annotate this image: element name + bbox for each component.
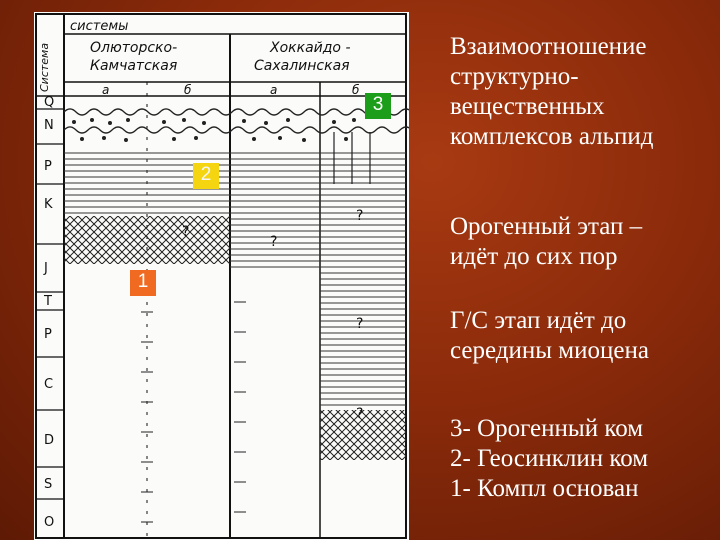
legend-line-3: 3- Орогенный ком bbox=[450, 415, 644, 442]
title-line-3: вещественных bbox=[450, 93, 605, 120]
period-c: C bbox=[44, 377, 54, 392]
period-p: P bbox=[44, 159, 52, 174]
geosync-line-1: Г/С этап идёт до bbox=[450, 307, 627, 334]
period-o: O bbox=[44, 515, 55, 530]
stratigraphic-diagram bbox=[34, 12, 409, 540]
marker-1: 1 bbox=[130, 270, 156, 296]
period-n: N bbox=[44, 118, 54, 133]
period-j: J bbox=[44, 261, 48, 276]
systems-header: системы bbox=[70, 19, 129, 34]
geosync-line-2: середины миоцена bbox=[450, 337, 649, 364]
title-line-1: Взаимоотношение bbox=[450, 33, 647, 60]
period-k: K bbox=[44, 197, 53, 212]
geosyncline-stage-text bbox=[450, 306, 649, 366]
marker-3: 3 bbox=[365, 93, 391, 119]
region-right-line2: Сахалинская bbox=[254, 58, 350, 74]
period-q: Q bbox=[44, 95, 55, 110]
col-a-right: а bbox=[270, 83, 278, 97]
orogenic-line-2: идёт до сих пор bbox=[450, 243, 618, 270]
period-s: S bbox=[44, 477, 53, 492]
legend-line-1: 1- Компл основан bbox=[450, 475, 639, 502]
title-line-2: структурно- bbox=[450, 63, 579, 90]
region-left-line2: Камчатская bbox=[90, 58, 178, 74]
period-p2: P bbox=[44, 327, 52, 342]
region-left-line1: Олюторско- bbox=[90, 40, 178, 56]
title-line-4: комплексов альпид bbox=[450, 123, 654, 150]
legend-line-2: 2- Геосинклин ком bbox=[450, 445, 649, 472]
question-mark-5: ? bbox=[356, 406, 364, 422]
period-t: T bbox=[44, 294, 52, 309]
diagram-svg bbox=[34, 12, 409, 540]
orogenic-stage-text bbox=[450, 212, 642, 272]
system-header: Система bbox=[38, 42, 51, 92]
question-mark-4: ? bbox=[356, 316, 364, 332]
col-b-right: б bbox=[352, 83, 360, 97]
question-mark-1: ? bbox=[182, 224, 190, 240]
legend-text bbox=[450, 414, 648, 504]
col-a-left: а bbox=[102, 83, 110, 97]
question-mark-2: ? bbox=[270, 234, 278, 250]
period-d: D bbox=[44, 433, 55, 448]
orogenic-line-1: Орогенный этап – bbox=[450, 213, 643, 240]
question-mark-3: ? bbox=[356, 208, 364, 224]
marker-2: 2 bbox=[193, 163, 219, 189]
col-b-left: б bbox=[184, 83, 192, 97]
region-right-line1: Хоккайдо - bbox=[270, 40, 351, 56]
slide-title bbox=[450, 32, 654, 152]
